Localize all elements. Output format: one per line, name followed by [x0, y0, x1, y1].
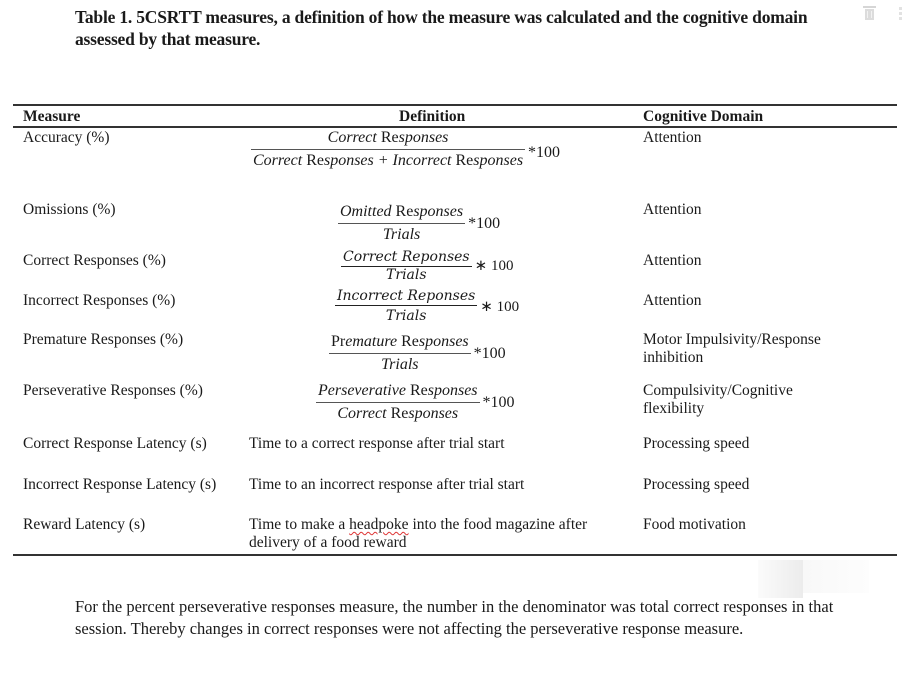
- measure-accuracy: Accuracy (%): [23, 129, 110, 146]
- formula-numerator: Correct Responses: [327, 129, 449, 146]
- measure-correct-responses: Correct Responses (%): [23, 252, 166, 269]
- domain-reward-latency: Food motivation: [643, 516, 746, 533]
- measure-omissions: Omissions (%): [23, 201, 116, 218]
- gray-smudge: [758, 560, 803, 598]
- formula-multiplier: *100: [482, 393, 515, 411]
- formula-accuracy: [251, 128, 560, 171]
- measure-perseverative-responses: Perseverative Responses (%): [23, 382, 203, 399]
- fraction-bar: [251, 149, 525, 150]
- domain-perseverative-responses: Compulsivity/Cognitive flexibility: [643, 382, 793, 417]
- formula-denominator: Trials: [382, 226, 421, 243]
- table-bottom-rule: [13, 554, 897, 556]
- formula-multiplier: *100: [528, 144, 561, 161]
- measure-reward-latency: Reward Latency (s): [23, 516, 146, 533]
- definition-reward-latency: Time to make a headpoke into the food magazine after delivery of a food reward: [249, 516, 588, 551]
- trash-icon[interactable]: [864, 6, 875, 20]
- domain-incorrect-responses: Attention: [643, 292, 702, 309]
- measure-incorrect-responses: Incorrect Responses (%): [23, 292, 176, 309]
- domain-accuracy: Attention: [643, 129, 702, 146]
- domain-premature-responses: Motor Impulsivity/Response inhibition: [643, 331, 821, 366]
- formula-correct-responses: [341, 249, 513, 282]
- formula-numerator: Incorrect Reponses: [337, 288, 476, 304]
- measure-incorrect-response-latency: Incorrect Response Latency (s): [23, 476, 217, 493]
- header-definition: Definition: [399, 108, 466, 125]
- formula-denominator: Trials: [386, 267, 427, 283]
- fraction-bar: [316, 402, 480, 403]
- header-cognitive-domain: Cognitive Domain: [643, 108, 764, 125]
- formula-premature-responses: [329, 332, 506, 375]
- formula-omissions: [338, 202, 500, 245]
- formula-numerator: Omitted Responses: [340, 203, 464, 220]
- formula-numerator: Perseverative Responses: [318, 382, 478, 399]
- definition-correct-response-latency: Time to a correct response after trial start: [249, 435, 505, 452]
- domain-correct-response-latency: Processing speed: [643, 435, 750, 452]
- spellcheck-word[interactable]: headpoke: [349, 516, 409, 533]
- more-icon[interactable]: [899, 6, 903, 20]
- formula-numerator: Correct Reponses: [343, 249, 470, 265]
- table-footnote: For the percent perseverative responses measure, the number in the denominator was total correct responses in that session. Thereby changes in correct responses were not affecting the perseverative response measure.: [75, 597, 834, 638]
- formula-multiplier: *100: [468, 214, 501, 232]
- header-measure: Measure: [23, 108, 81, 125]
- fraction-bar: [335, 305, 477, 306]
- formula-denominator: Trials: [385, 308, 427, 324]
- fraction-bar: [329, 353, 471, 354]
- table-top-rule: [13, 104, 897, 106]
- formula-multiplier: *100: [473, 344, 506, 362]
- formula-incorrect-responses: [335, 288, 519, 325]
- measure-premature-responses: Premature Responses (%): [23, 331, 184, 348]
- formula-multiplier: ∗ 100: [480, 299, 520, 315]
- table-caption: Table 1. 5CSRTT measures, a definition of how the measure was calculated and the cognitive domain assessed by that measure.: [75, 7, 808, 49]
- formula-perseverative-responses: [316, 381, 515, 424]
- formula-denominator: Correct Responses + Incorrect Responses: [253, 152, 524, 169]
- fraction-bar: [338, 223, 465, 224]
- formula-denominator: Trials: [381, 356, 419, 373]
- measure-correct-response-latency: Correct Response Latency (s): [23, 435, 207, 452]
- formula-denominator: Correct Responses: [337, 405, 459, 422]
- domain-correct-responses: Attention: [643, 252, 702, 269]
- formula-multiplier: ∗ 100: [474, 258, 514, 274]
- formula-numerator: Premature Responses: [331, 333, 469, 350]
- domain-incorrect-response-latency: Processing speed: [643, 476, 750, 493]
- definition-incorrect-response-latency: Time to an incorrect response after trial start: [249, 476, 525, 493]
- domain-omissions: Attention: [643, 201, 702, 218]
- gray-smudge: [803, 560, 869, 593]
